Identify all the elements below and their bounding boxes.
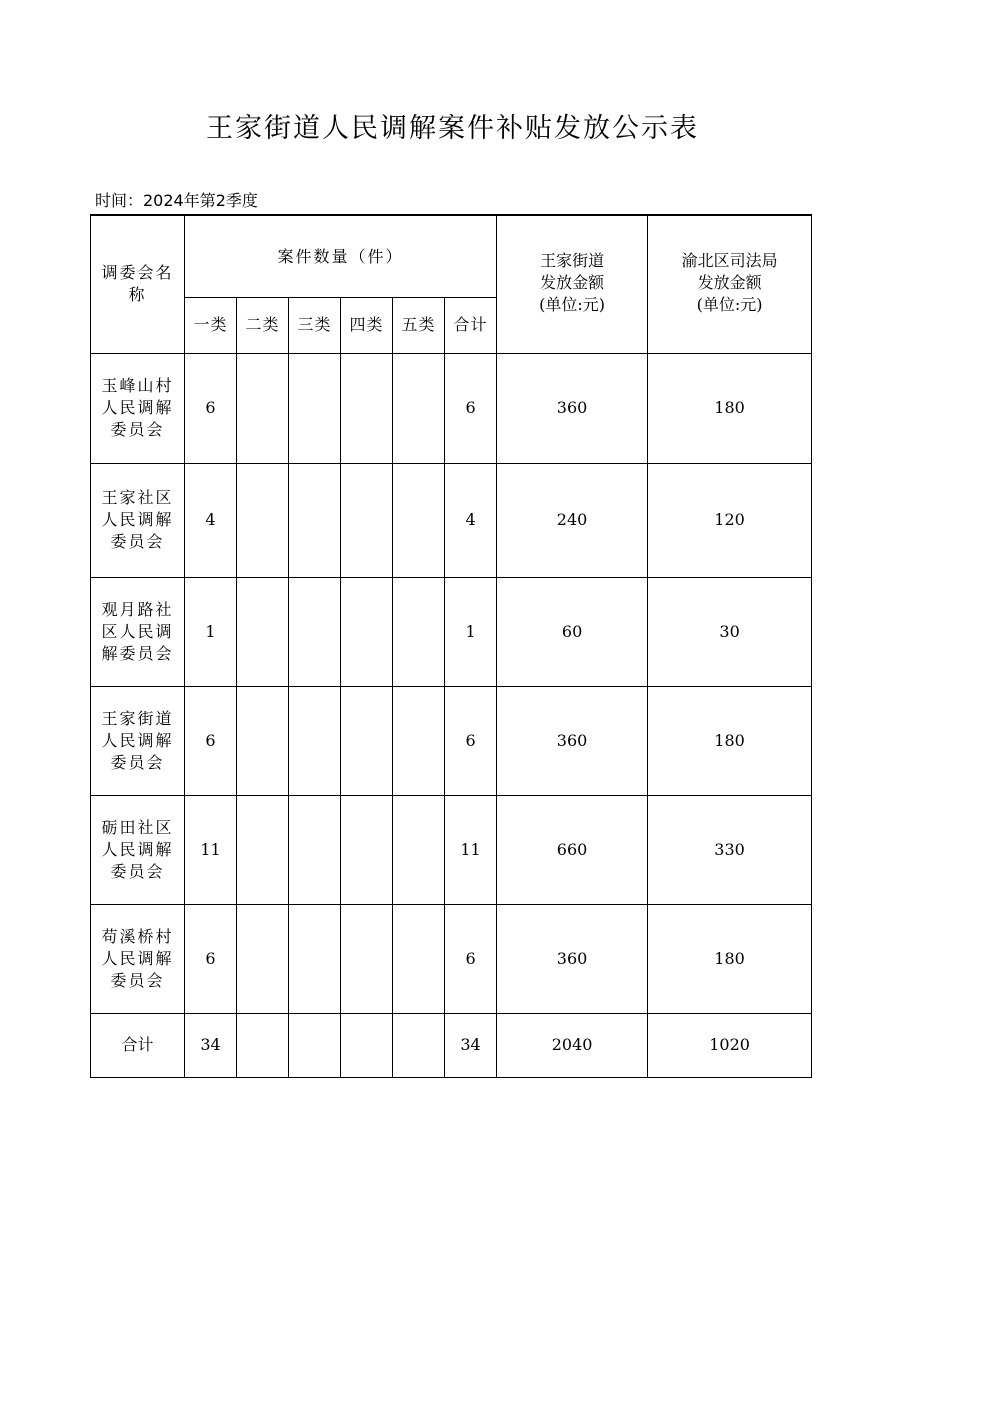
summary-category-2 [237, 1013, 289, 1077]
header-yubei-line-2: 发放金额 [697, 273, 762, 292]
count-category-4 [341, 353, 393, 463]
table-row [91, 353, 812, 463]
count-category-3 [289, 904, 341, 1013]
yubei-amount: 180 [648, 686, 812, 795]
summary-total: 34 [445, 1013, 497, 1077]
summary-wangjia-amount: 2040 [497, 1013, 648, 1077]
header-category-3: 三类 [289, 297, 341, 353]
header-committee-name: 调委会名称 [91, 215, 185, 353]
count-category-5 [393, 795, 445, 904]
header-wangjia-line-2: 发放金额 [540, 273, 605, 292]
header-wangjia-line-3: (单位:元) [539, 295, 606, 314]
count-category-3 [289, 463, 341, 577]
count-category-2 [237, 686, 289, 795]
count-category-1: 4 [185, 463, 237, 577]
count-category-2 [237, 904, 289, 1013]
wangjia-amount: 60 [497, 577, 648, 686]
count-total: 1 [445, 577, 497, 686]
count-category-2 [237, 463, 289, 577]
wangjia-amount: 660 [497, 795, 648, 904]
yubei-amount: 120 [648, 463, 812, 577]
header-yubei-line-1: 渝北区司法局 [681, 251, 778, 270]
header-case-count: 案件数量（件） [185, 215, 497, 297]
count-total: 11 [445, 795, 497, 904]
committee-name: 玉峰山村人民调解委员会 [91, 353, 185, 463]
header-category-total: 合计 [445, 297, 497, 353]
header-row-1 [91, 215, 812, 297]
count-category-1: 11 [185, 795, 237, 904]
committee-name: 苟溪桥村人民调解委员会 [91, 904, 185, 1013]
header-category-4: 四类 [341, 297, 393, 353]
count-category-2 [237, 577, 289, 686]
count-category-4 [341, 686, 393, 795]
summary-category-1: 34 [185, 1013, 237, 1077]
count-category-1: 6 [185, 904, 237, 1013]
wangjia-amount: 360 [497, 353, 648, 463]
count-category-1: 6 [185, 686, 237, 795]
wangjia-amount: 360 [497, 904, 648, 1013]
table-row [91, 686, 812, 795]
header-category-5: 五类 [393, 297, 445, 353]
count-category-2 [237, 795, 289, 904]
header-yubei-amount [648, 215, 812, 353]
table-row [91, 577, 812, 686]
header-wangjia-amount [497, 215, 648, 353]
count-category-3 [289, 686, 341, 795]
count-category-5 [393, 904, 445, 1013]
yubei-amount: 30 [648, 577, 812, 686]
count-total: 6 [445, 904, 497, 1013]
wangjia-amount: 360 [497, 686, 648, 795]
summary-category-4 [341, 1013, 393, 1077]
header-category-1: 一类 [185, 297, 237, 353]
count-category-5 [393, 577, 445, 686]
count-category-5 [393, 686, 445, 795]
table-row [91, 463, 812, 577]
subsidy-table [90, 214, 812, 1078]
count-category-4 [341, 577, 393, 686]
wangjia-amount: 240 [497, 463, 648, 577]
count-category-4 [341, 463, 393, 577]
count-total: 6 [445, 686, 497, 795]
header-wangjia-line-1: 王家街道 [540, 251, 605, 270]
count-category-3 [289, 795, 341, 904]
summary-label: 合计 [91, 1013, 185, 1077]
header-category-2: 二类 [237, 297, 289, 353]
count-category-2 [237, 353, 289, 463]
committee-name: 王家社区人民调解委员会 [91, 463, 185, 577]
count-category-5 [393, 463, 445, 577]
committee-name: 砺田社区人民调解委员会 [91, 795, 185, 904]
summary-row [91, 1013, 812, 1077]
header-yubei-line-3: (单位:元) [696, 295, 763, 314]
yubei-amount: 180 [648, 353, 812, 463]
count-category-5 [393, 353, 445, 463]
count-category-1: 6 [185, 353, 237, 463]
count-category-4 [341, 904, 393, 1013]
count-total: 4 [445, 463, 497, 577]
yubei-amount: 330 [648, 795, 812, 904]
committee-name: 观月路社区人民调解委员会 [91, 577, 185, 686]
committee-name: 王家街道人民调解委员会 [91, 686, 185, 795]
summary-yubei-amount: 1020 [648, 1013, 812, 1077]
count-category-4 [341, 795, 393, 904]
count-category-1: 1 [185, 577, 237, 686]
summary-category-5 [393, 1013, 445, 1077]
table-row [91, 795, 812, 904]
count-category-3 [289, 577, 341, 686]
period-label: 时间：2024年第2季度 [95, 191, 258, 210]
yubei-amount: 180 [648, 904, 812, 1013]
summary-category-3 [289, 1013, 341, 1077]
document-title: 王家街道人民调解案件补贴发放公示表 [206, 113, 699, 144]
table-row [91, 904, 812, 1013]
count-category-3 [289, 353, 341, 463]
count-total: 6 [445, 353, 497, 463]
